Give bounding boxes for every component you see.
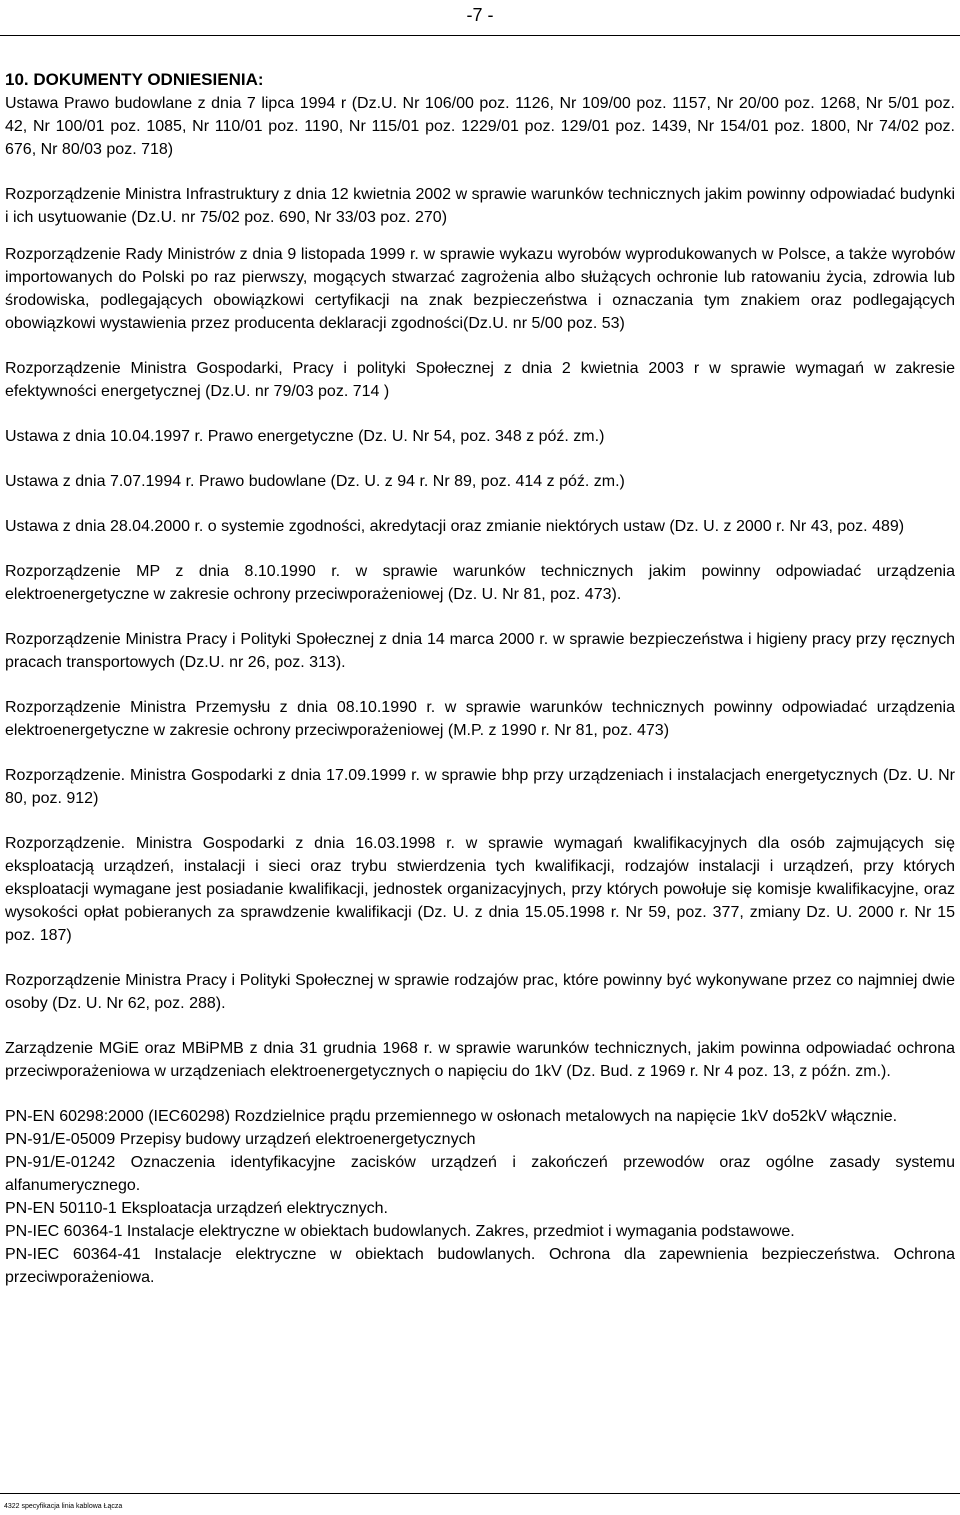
reference-item: Rozporządzenie MP z dnia 8.10.1990 r. w sprawie warunków technicznych jakim powinny odpowiadać urządzenia elektroenergetyczne w zakresie ochrony przeciwporażeniowej (Dz. U. Nr 81, poz. 473).	[5, 563, 955, 603]
document-content	[5, 68, 955, 1289]
footer-text: 4322 specyfikacja linia kablowa Łącza	[4, 1503, 123, 1510]
norm-item: PN-91/E-05009 Przepisy budowy urządzeń elektroenergetycznych	[5, 1131, 476, 1148]
reference-item: Rozporządzenie. Ministra Gospodarki z dnia 17.09.1999 r. w sprawie bhp przy urządzeniach i instalacjach energetycznych (Dz. U. Nr 80, poz. 912)	[5, 767, 955, 807]
norm-item: PN-EN 60298:2000 (IEC60298) Rozdzielnice prądu przemiennego w osłonach metalowych na napięcie 1kV do52kV włącznie.	[5, 1108, 898, 1125]
reference-item: Rozporządzenie. Ministra Gospodarki z dnia 16.03.1998 r. w sprawie wymagań kwalifikacyjnych dla osób zajmujących się eksploatacją urządzeń, instalacji i sieci oraz trybu stwierdzenia tych kwalifikacji, rodzajów instalacji i urządzeń, przy których eksploatacji wymagane jest posiadanie kwalifikacji, jednostek organizacyjnych, przy których powołuje się komisje kwalifikacyjne, oraz wysokości opłat pobieranych za sprawdzenie kwalifikacji (Dz. U. z dnia 15.05.1998 r. Nr 59, poz. 377, zmiany Dz. U. 2000 r. Nr 15 poz. 187)	[5, 835, 955, 944]
reference-item: Ustawa z dnia 28.04.2000 r. o systemie zgodności, akredytacji oraz zmianie niektórych ustaw (Dz. U. z 2000 r. Nr 43, poz. 489)	[5, 518, 905, 535]
norm-item: PN-IEC 60364-41 Instalacje elektryczne w obiektach budowlanych. Ochrona dla zapewnienia bezpieczeństwa. Ochrona przeciwporażeniowa.	[5, 1246, 955, 1286]
reference-item: Ustawa z dnia 7.07.1994 r. Prawo budowlane (Dz. U. z 94 r. Nr 89, poz. 414 z póź. zm.)	[5, 473, 625, 490]
reference-item: Ustawa Prawo budowlane z dnia 7 lipca 1994 r (Dz.U. Nr 106/00 poz. 1126, Nr 109/00 poz. 1157, Nr 20/00 poz. 1268, Nr 5/01 poz. 42, Nr 100/01 poz. 1085, Nr 110/01 poz. 1190, Nr 115/01 poz. 1229/01 poz. 129/01 poz. 1439, Nr 154/01 poz. 1800, Nr 74/02 poz. 676, Nr 80/03 poz. 718)	[5, 95, 955, 158]
norm-item: PN-EN 50110-1 Eksploatacja urządzeń elektrycznych.	[5, 1200, 388, 1217]
reference-item: Ustawa z dnia 10.04.1997 r. Prawo energetyczne (Dz. U. Nr 54, poz. 348 z póź. zm.)	[5, 428, 605, 445]
reference-item: Rozporządzenie Ministra Gospodarki, Pracy i polityki Społecznej z dnia 2 kwietnia 2003 r w sprawie wymagań w zakresie efektywności energetycznej (Dz.U. nr 79/03 poz. 714 )	[5, 360, 955, 400]
references-list	[5, 92, 955, 1083]
section-title: 10. DOKUMENTY ODNIESIENIA:	[5, 70, 264, 89]
norms-list	[5, 1105, 955, 1289]
norm-item: PN-IEC 60364-1 Instalacje elektryczne w obiektach budowlanych. Zakres, przedmiot i wymagania podstawowe.	[5, 1223, 795, 1240]
reference-item: Rozporządzenie Ministra Infrastruktury z dnia 12 kwietnia 2002 w sprawie warunków technicznych jakim powinny odpowiadać budynki i ich usytuowanie (Dz.U. nr 75/02 poz. 690, Nr 33/03 poz. 270)	[5, 186, 955, 226]
norm-item: PN-91/E-01242 Oznaczenia identyfikacyjne zacisków urządzeń i zakończeń przewodów oraz ogólne zasady systemu alfanumerycznego.	[5, 1154, 955, 1194]
reference-item: Rozporządzenie Ministra Pracy i Polityki Społecznej z dnia 14 marca 2000 r. w sprawie bezpieczeństwa i higieny pracy przy ręcznych pracach transportowych (Dz.U. nr 26, poz. 313).	[5, 631, 955, 671]
reference-item: Zarządzenie MGiE oraz MBiPMB z dnia 31 grudnia 1968 r. w sprawie warunków technicznych, jakim powinna odpowiadać ochrona przeciwporażeniowa w urządzeniach elektroenergetycznych o napięciu do 1kV (Dz. Bud. z 1969 r. Nr 4 poz. 13, z późn. zm.).	[5, 1040, 955, 1080]
reference-item: Rozporządzenie Ministra Pracy i Polityki Społecznej w sprawie rodzajów prac, które powinny być wykonywane przez co najmniej dwie osoby (Dz. U. Nr 62, poz. 288).	[5, 972, 955, 1012]
header-divider	[0, 35, 960, 36]
footer-divider	[0, 1493, 960, 1494]
reference-item: Rozporządzenie Ministra Przemysłu z dnia 08.10.1990 r. w sprawie warunków technicznych powinny odpowiadać urządzenia elektroenergetyczne w zakresie ochrony przeciwporażeniowej (M.P. z 1990 r. Nr 81, poz. 473)	[5, 699, 955, 739]
page-number: -7 -	[466, 5, 494, 25]
reference-item: Rozporządzenie Rady Ministrów z dnia 9 listopada 1999 r. w sprawie wykazu wyrobów wyprodukowanych w Polsce, a także wyrobów importowanych do Polski po raz pierwszy, mogących stwarzać zagrożenia albo służących ochronie lub ratowaniu życia, zdrowia lub środowiska, podlegających obowiązkowi certyfikacji na znak bezpieczeństwa i oznaczania tym znakiem oraz podlegających obowiązkowi wystawienia przez producenta deklaracji zgodności(Dz.U. nr 5/00 poz. 53)	[5, 246, 955, 332]
